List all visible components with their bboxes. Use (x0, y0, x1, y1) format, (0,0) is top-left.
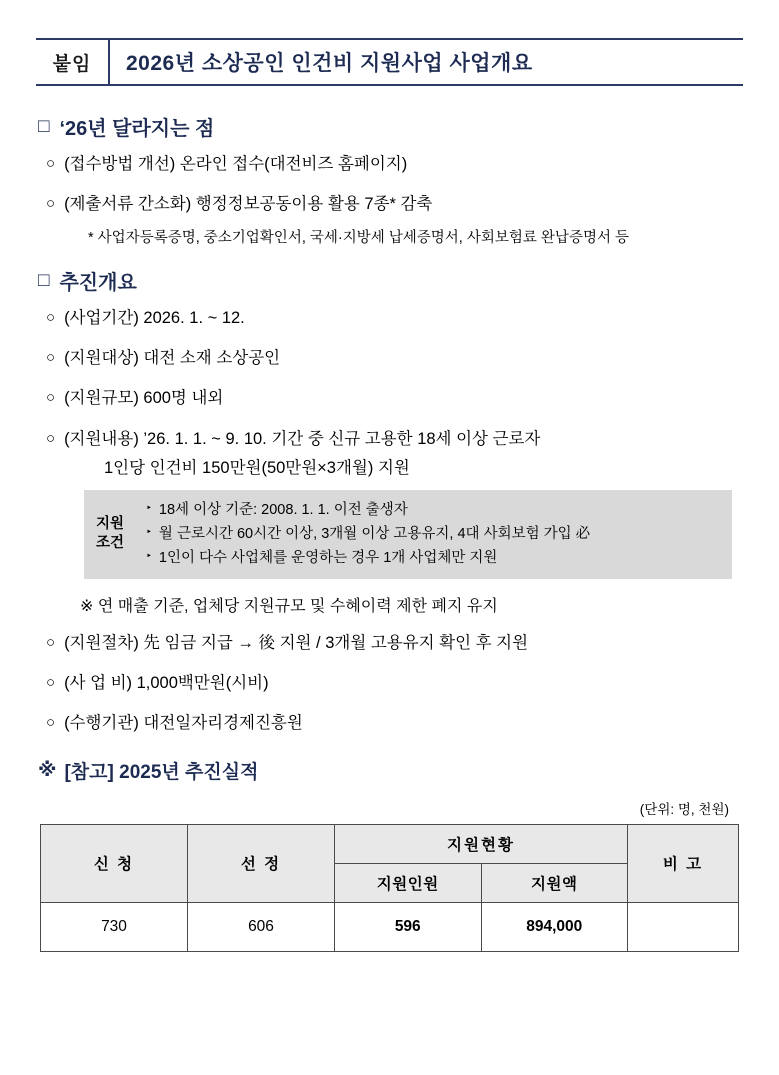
circle-bullet-icon: ○ (46, 429, 56, 447)
footnote-documents: * 사업자등록증명, 중소기업확인서, 국세·지방세 납세증명서, 사회보험료 완납증명서 등 (88, 229, 629, 246)
cell-status-amount: 894,000 (481, 902, 628, 951)
list-item (46, 193, 743, 215)
condition-item-text: 1인이 다수 사업체를 운영하는 경우 1개 사업체만 지원 (158, 549, 498, 566)
list-item (46, 712, 743, 734)
list-item (46, 347, 743, 369)
condition-item-text: 월 근로시간 60시간 이상, 3개월 이상 고용유지, 4대 사회보험 가입 必 (158, 525, 591, 542)
list-item-continuation: 1인당 인건비 150만원(50만원×3개월) 지원 (104, 458, 410, 477)
list-item-text: (지원내용) ’26. 1. 1. ~ 9. 10. 기간 중 신규 고용한 18세 이상 근로자 (64, 429, 541, 448)
circle-bullet-icon: ○ (46, 389, 56, 407)
reference-marker-icon: ※ (38, 759, 57, 781)
circle-bullet-icon: ○ (46, 714, 56, 732)
list-item (46, 428, 743, 450)
list-item-text: (제출서류 간소화) 행정정보공동이용 활용 7종* 감축 (64, 195, 433, 214)
section-heading-text: ‘26년 달라지는 점 (59, 118, 215, 140)
header-tag: 붙임 (36, 40, 110, 84)
section-heading-text: 추진개요 (59, 271, 137, 294)
list-item-text: (지원절차) 先 임금 지급 → 後 지원 / 3개월 고용유지 확인 후 지원 (64, 633, 529, 652)
th-selection: 선 정 (188, 824, 335, 902)
th-status-people: 지원인원 (335, 863, 482, 902)
list-item-text: (지원규모) 600명 내외 (64, 389, 224, 408)
condition-item (146, 548, 722, 569)
page-title: 2026년 소상공인 인건비 지원사업 사업개요 (126, 52, 533, 75)
results-table (40, 824, 739, 952)
table-unit-note: (단위: 명, 천원) (639, 801, 729, 817)
list-item (46, 153, 743, 175)
list-item-text: (지원대상) 대전 소재 소상공인 (64, 349, 281, 368)
list-item (46, 387, 743, 409)
condition-item-list (146, 500, 732, 569)
triangle-bullet-icon: ‣ (146, 526, 152, 538)
circle-bullet-icon: ○ (46, 308, 56, 326)
condition-item (146, 500, 722, 521)
note-after-condition-box: ※ 연 매출 기준, 업체당 지원규모 및 수혜이력 제한 폐지 유지 (80, 597, 498, 615)
reference-heading (38, 757, 743, 784)
document-header (36, 38, 743, 86)
th-remarks: 비 고 (628, 824, 739, 902)
circle-bullet-icon: ○ (46, 349, 56, 367)
section-heading-overview (38, 266, 743, 295)
list-item (46, 672, 743, 694)
th-status-group: 지원현황 (335, 824, 628, 863)
cell-status-people: 596 (335, 902, 482, 951)
condition-item (146, 524, 722, 545)
condition-label-line1: 지원 (96, 515, 125, 532)
section-heading-changes (38, 112, 743, 141)
condition-box-label (84, 500, 146, 569)
list-item-text: (접수방법 개선) 온라인 접수(대전비즈 홈페이지) (64, 155, 408, 173)
list-item-text: (사업기간) 2026. 1. ~ 12. (64, 308, 245, 327)
triangle-bullet-icon: ‣ (146, 502, 152, 514)
table-header (41, 824, 739, 902)
reference-heading-text: [참고] 2025년 추진실적 (64, 761, 259, 783)
table-header-row (41, 824, 739, 863)
list-item-text: (사 업 비) 1,000백만원(시비) (64, 674, 269, 693)
circle-bullet-icon: ○ (46, 155, 56, 172)
cell-application: 730 (41, 902, 188, 951)
circle-bullet-icon: ○ (46, 195, 56, 213)
table-row (41, 902, 739, 951)
triangle-bullet-icon: ‣ (146, 550, 152, 562)
circle-bullet-icon: ○ (46, 633, 56, 651)
table-body (41, 902, 739, 951)
square-bullet-icon: □ (38, 116, 50, 137)
condition-label-line2: 조건 (96, 535, 125, 552)
condition-box (84, 490, 732, 579)
square-bullet-icon: □ (38, 269, 50, 291)
cell-selection: 606 (188, 902, 335, 951)
list-item-text: (수행기관) 대전일자리경제진흥원 (64, 714, 303, 733)
circle-bullet-icon: ○ (46, 674, 56, 692)
cell-remarks (628, 902, 739, 951)
condition-item-text: 18세 이상 기준: 2008. 1. 1. 이전 출생자 (158, 501, 408, 518)
list-item (46, 632, 743, 654)
list-item (46, 307, 743, 329)
th-status-amount: 지원액 (481, 863, 628, 902)
th-application: 신 청 (41, 824, 188, 902)
